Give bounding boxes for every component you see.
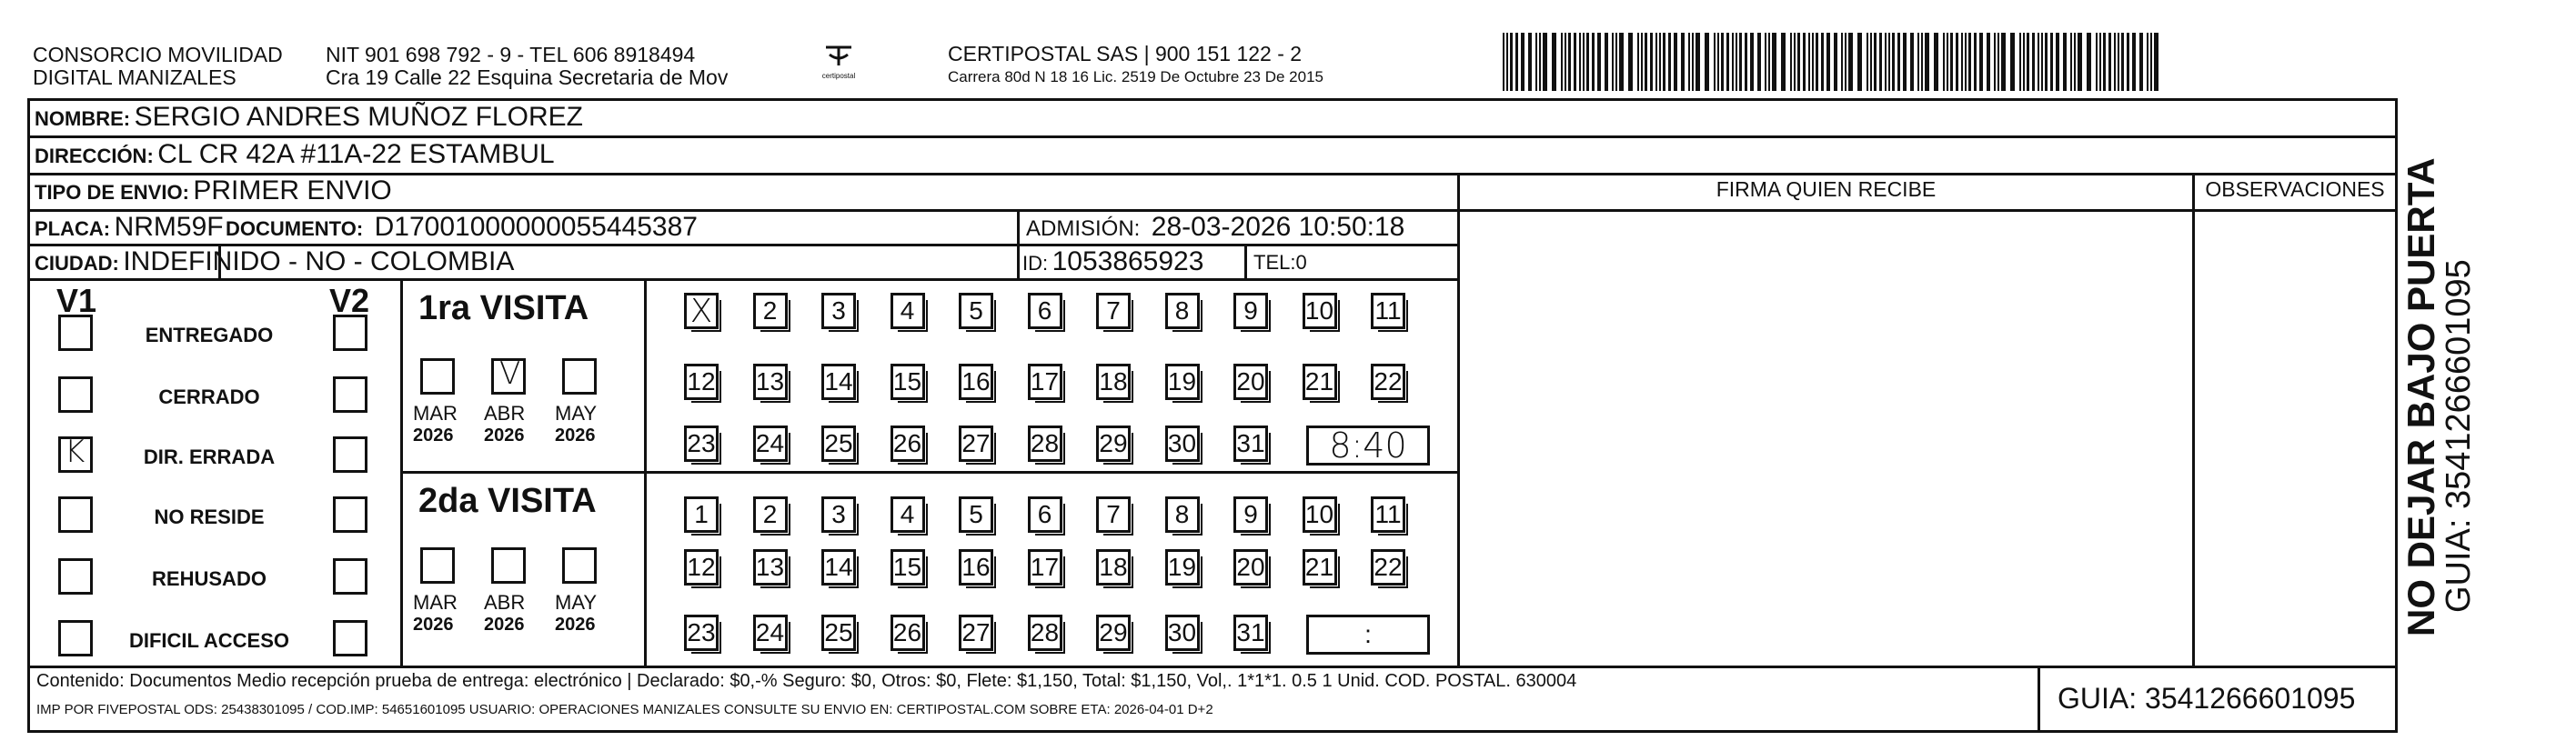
barcode-bar xyxy=(2001,33,2006,91)
day-box: 1 xyxy=(684,496,719,533)
company-line1: CONSORCIO MOVILIDAD xyxy=(33,43,283,66)
day-box: 13 xyxy=(753,364,788,400)
side-notice xyxy=(2401,157,2476,636)
barcode-bar xyxy=(1605,33,1608,91)
day-box: 30 xyxy=(1165,426,1200,462)
day-box: 10 xyxy=(1303,293,1337,329)
day-box: X xyxy=(684,293,719,329)
barcode-bar xyxy=(1917,33,1919,91)
month-label: ABR xyxy=(484,591,526,614)
barcode-bar xyxy=(1543,33,1547,91)
barcode-bar xyxy=(1721,33,1724,91)
day-box: 20 xyxy=(1233,549,1268,586)
day-box: 22 xyxy=(1371,364,1405,400)
barcode-bar xyxy=(2050,33,2053,91)
barcode-bar xyxy=(1897,33,1900,91)
day-box: 13 xyxy=(753,549,788,586)
barcode-bar xyxy=(1574,33,1576,91)
barcode-bar xyxy=(1870,33,1872,91)
day-box: 27 xyxy=(959,426,993,462)
month-checkbox xyxy=(491,355,526,395)
day-box: 2 xyxy=(753,293,788,329)
barcode-bar xyxy=(2010,33,2015,91)
day-box: 3 xyxy=(821,496,856,533)
day-box: 19 xyxy=(1165,549,1200,586)
day-box: 17 xyxy=(1028,364,1062,400)
day-box: 9 xyxy=(1233,496,1268,533)
nombre-label: NOMBRE: xyxy=(35,107,131,130)
status-v1-checkbox xyxy=(58,620,93,656)
barcode-bar xyxy=(1987,33,1990,91)
barcode-bar xyxy=(1757,33,1761,91)
barcode-bar xyxy=(2023,33,2025,91)
barcode-bar xyxy=(2041,33,2043,91)
year-label: 2026 xyxy=(555,426,596,446)
barcode-bar xyxy=(2127,33,2129,91)
v1-label: V1 xyxy=(56,282,97,319)
id-label: ID: xyxy=(1022,252,1049,275)
day-box: 19 xyxy=(1165,364,1200,400)
barcode-bar xyxy=(1816,33,1818,91)
time-value: 8:40 xyxy=(1329,426,1407,466)
certipostal-info xyxy=(948,42,1323,89)
barcode-bar xyxy=(1668,33,1671,91)
barcode-bar xyxy=(1650,33,1653,91)
day-box: 25 xyxy=(821,615,856,651)
status-label: CERRADO xyxy=(158,386,260,408)
day-box: 23 xyxy=(684,426,719,462)
day-box: 12 xyxy=(684,549,719,586)
day-box: 18 xyxy=(1096,549,1131,586)
day-box: 17 xyxy=(1028,549,1062,586)
barcode-bar xyxy=(1947,33,1948,91)
day-box: 11 xyxy=(1371,293,1405,329)
time-value: : xyxy=(1364,620,1372,648)
nit-text: NIT 901 698 792 - 9 - TEL 606 8918494 xyxy=(326,43,696,66)
barcode-bar xyxy=(1994,33,1996,91)
day-box: 14 xyxy=(821,364,856,400)
day-box: 7 xyxy=(1096,293,1131,329)
status-v1-checkbox xyxy=(58,436,93,473)
status-label: NO RESIDE xyxy=(154,506,265,528)
barcode-bar xyxy=(1739,33,1742,91)
month-label: MAY xyxy=(555,591,598,614)
admision-cell xyxy=(1026,212,1404,243)
year-label: 2026 xyxy=(555,615,596,635)
tel-cell xyxy=(1253,251,1307,275)
barcode-bar xyxy=(1950,33,1953,91)
year-label: 2026 xyxy=(413,426,454,446)
documento-label: DOCUMENTO: xyxy=(226,217,364,240)
barcode-bar xyxy=(1503,33,1504,91)
observaciones-header: OBSERVACIONES xyxy=(2205,177,2385,201)
barcode-bar xyxy=(1692,33,1694,91)
barcode-bar xyxy=(1845,33,1846,91)
barcode-bar xyxy=(1997,33,1999,91)
barcode-bar xyxy=(1597,33,1601,91)
day-box: 3 xyxy=(821,293,856,329)
barcode-bar xyxy=(1586,33,1589,91)
admision-value: 28-03-2026 10:50:18 xyxy=(1151,212,1405,242)
company-line2: DIGITAL MANIZALES xyxy=(33,65,236,89)
month-label: MAY xyxy=(555,402,598,425)
tel-label: TEL: xyxy=(1253,251,1296,274)
barcode-bar xyxy=(1637,33,1639,91)
barcode-bar xyxy=(2096,33,2098,91)
barcode-bar xyxy=(2038,33,2039,91)
barcode-bar xyxy=(1521,33,1524,91)
day-box: 21 xyxy=(1303,549,1337,586)
nombre-value: SERGIO ANDRES MUÑOZ FLOREZ xyxy=(134,102,583,132)
ciudad-label: CIUDAD: xyxy=(35,252,119,275)
barcode-bar xyxy=(1663,33,1665,91)
status-label: REHUSADO xyxy=(152,567,267,590)
barcode-bar xyxy=(2027,33,2029,91)
barcode-bar xyxy=(1826,33,1830,91)
day-box: 14 xyxy=(821,549,856,586)
tipo-row xyxy=(35,175,392,206)
month-label: MAR xyxy=(413,402,458,425)
barcode-bar xyxy=(1797,33,1800,91)
barcode-bar xyxy=(1552,33,1556,91)
barcode-bar xyxy=(1794,33,1796,91)
day-box: 31 xyxy=(1233,615,1268,651)
status-v2-checkbox xyxy=(333,315,367,351)
status-v2-checkbox xyxy=(333,436,367,473)
month-label: ABR xyxy=(484,402,526,425)
barcode-bar xyxy=(2070,33,2072,91)
tipo-value: PRIMER ENVIO xyxy=(193,175,392,205)
status-v2-checkbox xyxy=(333,496,367,533)
barcode-bar xyxy=(2118,33,2119,91)
barcode-bar xyxy=(1641,33,1643,91)
barcode-bar xyxy=(2139,33,2143,91)
barcode-bar xyxy=(2103,33,2106,91)
barcode-bar xyxy=(1781,33,1786,91)
barcode-bar xyxy=(1535,33,1537,91)
v2-label: V2 xyxy=(329,282,370,319)
admision-label: ADMISIÓN: xyxy=(1026,216,1141,241)
certipostal-line2: Carrera 80d N 18 16 Lic. 2519 De Octubre 23 De 2015 xyxy=(948,68,1323,85)
barcode-bar xyxy=(1717,33,1719,91)
barcode-bar xyxy=(1705,33,1709,91)
barcode-bar xyxy=(1790,33,1792,91)
barcode-bar xyxy=(1628,33,1633,91)
tipo-label: TIPO DE ENVIO: xyxy=(35,181,189,204)
barcode-bar xyxy=(2056,33,2059,91)
day-box: 16 xyxy=(959,364,993,400)
ciudad-cell xyxy=(35,246,514,277)
barcode-bar xyxy=(1968,33,1971,91)
barcode-bar xyxy=(1934,33,1938,91)
year-label: 2026 xyxy=(484,615,525,635)
month-checkbox xyxy=(420,358,455,395)
barcode-bar xyxy=(1726,33,1729,91)
barcode-bar xyxy=(1892,33,1895,91)
barcode-bar xyxy=(1768,33,1770,91)
status-label: DIR. ERRADA xyxy=(143,446,276,468)
day-box: 30 xyxy=(1165,615,1200,651)
day-box: 26 xyxy=(891,615,925,651)
direccion-row xyxy=(35,139,555,170)
barcode-bar xyxy=(1879,33,1882,91)
company-name xyxy=(33,44,283,89)
day-box: 26 xyxy=(891,426,925,462)
barcode-bar xyxy=(1745,33,1747,91)
barcode-bar xyxy=(2032,33,2035,91)
day-box: 20 xyxy=(1233,364,1268,400)
day-box: 21 xyxy=(1303,364,1337,400)
barcode-bar xyxy=(1612,33,1614,91)
day-box: 8 xyxy=(1165,496,1200,533)
barcode-bar xyxy=(1808,33,1810,91)
barcode-bar xyxy=(1910,33,1914,91)
footer-line2: IMP POR FIVEPOSTAL ODS: 25438301095 / COD.IMP: 54651601095 USUARIO: OPERACIONES MANIZALES CONSULTE SU ENVIO EN: CERTIPOSTAL.COM SOBRE ETA: 2026-04-01 D+2 xyxy=(36,702,1213,717)
month-label: MAR xyxy=(413,591,458,614)
day-box: 8 xyxy=(1165,293,1200,329)
barcode-bar xyxy=(1874,33,1877,91)
address-text: Cra 19 Calle 22 Esquina Secretaria de Mov xyxy=(326,65,729,89)
day-box: 29 xyxy=(1096,426,1131,462)
barcode-bar xyxy=(1681,33,1685,91)
barcode-bar xyxy=(1736,33,1737,91)
barcode-bar xyxy=(1714,33,1716,91)
barcode-bar xyxy=(1821,33,1824,91)
day-box: 25 xyxy=(821,426,856,462)
barcode-bar xyxy=(1732,33,1734,91)
barcode-bar xyxy=(1539,33,1541,91)
barcode-bar xyxy=(1961,33,1963,91)
certipostal-logo xyxy=(819,42,859,84)
barcode xyxy=(1499,33,2170,91)
day-box: 22 xyxy=(1371,549,1405,586)
barcode-bar xyxy=(2063,33,2067,91)
barcode-bar xyxy=(2150,33,2152,91)
barcode-bar xyxy=(1979,33,1983,91)
barcode-bar xyxy=(1583,33,1585,91)
barcode-bar xyxy=(1592,33,1595,91)
barcode-bar xyxy=(1888,33,1890,91)
barcode-bar xyxy=(2147,33,2148,91)
logo-icon xyxy=(819,42,859,69)
day-box: 28 xyxy=(1028,426,1062,462)
year-label: 2026 xyxy=(484,426,525,446)
day-box: 24 xyxy=(753,615,788,651)
day-box: 9 xyxy=(1233,293,1268,329)
barcode-bar xyxy=(2099,33,2101,91)
direccion-label: DIRECCIÓN: xyxy=(35,145,154,167)
day-box: 4 xyxy=(891,496,925,533)
status-v1-checkbox xyxy=(58,376,93,413)
status-v1-checkbox xyxy=(58,496,93,533)
month-mark: V xyxy=(499,355,521,392)
day-box: 23 xyxy=(684,615,719,651)
day-box: 15 xyxy=(891,364,925,400)
documento-cell xyxy=(226,212,698,243)
day-box: 27 xyxy=(959,615,993,651)
side-line2: GUIA: 3541266601095 xyxy=(2440,259,2478,613)
barcode-bar xyxy=(2074,33,2076,91)
placa-cell xyxy=(35,212,224,243)
barcode-bar xyxy=(1645,33,1647,91)
day-box: 6 xyxy=(1028,293,1062,329)
barcode-bar xyxy=(2121,33,2124,91)
month-checkbox xyxy=(562,358,597,395)
barcode-bar xyxy=(1885,33,1887,91)
day-box: 5 xyxy=(959,496,993,533)
barcode-bar xyxy=(2045,33,2048,91)
footer-guia: GUIA: 3541266601095 xyxy=(2058,682,2356,715)
month-checkbox xyxy=(562,547,597,584)
barcode-bar xyxy=(1674,33,1677,91)
barcode-bar xyxy=(1619,33,1624,91)
barcode-bar xyxy=(1688,33,1690,91)
status-v1-checkbox xyxy=(58,315,93,351)
status-label: DIFICIL ACCESO xyxy=(128,629,289,652)
day-box: 15 xyxy=(891,549,925,586)
nombre-row xyxy=(35,102,583,133)
barcode-bar xyxy=(1974,33,1977,91)
barcode-bar xyxy=(1925,33,1929,91)
barcode-bar xyxy=(1848,33,1853,91)
status-v1-checkbox xyxy=(58,558,93,595)
barcode-bar xyxy=(1506,33,1508,91)
barcode-bar xyxy=(1528,33,1532,91)
day-box: 6 xyxy=(1028,496,1062,533)
barcode-bar xyxy=(1841,33,1843,91)
barcode-bar xyxy=(1565,33,1566,91)
barcode-bar xyxy=(1834,33,1837,91)
day-box: 5 xyxy=(959,293,993,329)
barcode-bar xyxy=(1965,33,1967,91)
day-box: 11 xyxy=(1371,496,1405,533)
barcode-bar xyxy=(1956,33,1958,91)
barcode-bar xyxy=(1921,33,1923,91)
barcode-bar xyxy=(2019,33,2021,91)
barcode-bar xyxy=(1857,33,1862,91)
barcode-bar xyxy=(2132,33,2136,91)
documento-value: D17001000000055445387 xyxy=(374,212,698,242)
id-value: 1053865923 xyxy=(1052,246,1204,276)
ciudad-value: INDEFINIDO - NO - COLOMBIA xyxy=(123,246,515,276)
day-box: 10 xyxy=(1303,496,1337,533)
month-checkbox xyxy=(420,547,455,584)
status-v2-checkbox xyxy=(333,620,367,656)
barcode-bar xyxy=(1659,33,1661,91)
visit2-title: 2da VISITA xyxy=(418,482,597,520)
direccion-value: CL CR 42A #11A-22 ESTAMBUL xyxy=(157,139,555,169)
status-v2-checkbox xyxy=(333,376,367,413)
barcode-bar xyxy=(2087,33,2091,91)
footer-line1: Contenido: Documentos Medio recepción prueba de entrega: electrónico | Declarado: $0,-% Seguro: $0, Otros: $0, Flete: $1,150, Total: $1,150, Vol,. 1*1*1. 0.5 1 Unid. COD. POSTAL. 630004 xyxy=(36,671,1577,691)
certipostal-line1: CERTIPOSTAL SAS | 900 151 122 - 2 xyxy=(948,42,1303,65)
barcode-bar xyxy=(1579,33,1581,91)
barcode-bar xyxy=(1812,33,1814,91)
id-cell xyxy=(1022,246,1203,277)
status-label: ENTREGADO xyxy=(145,324,274,346)
year-label: 2026 xyxy=(413,615,454,635)
status-v2-checkbox xyxy=(333,558,367,595)
barcode-bar xyxy=(1765,33,1766,91)
barcode-bar xyxy=(2114,33,2116,91)
day-box: 16 xyxy=(959,549,993,586)
time-box xyxy=(1306,615,1430,655)
day-box: 7 xyxy=(1096,496,1131,533)
day-box: 24 xyxy=(753,426,788,462)
visit1-title: 1ra VISITA xyxy=(418,289,589,327)
company-info xyxy=(326,44,728,89)
barcode-bar xyxy=(2154,33,2158,91)
barcode-bar xyxy=(1510,33,1513,91)
day-box: 2 xyxy=(753,496,788,533)
barcode-bar xyxy=(2078,33,2082,91)
barcode-bar xyxy=(2108,33,2111,91)
logo-text: certipostal xyxy=(821,72,856,80)
side-line1: NO DEJAR BAJO PUERTA xyxy=(2400,157,2442,636)
barcode-bar xyxy=(1750,33,1754,91)
barcode-bar xyxy=(1772,33,1776,91)
firma-header: FIRMA QUIEN RECIBE xyxy=(1716,177,1937,201)
day-box: 12 xyxy=(684,364,719,400)
barcode-bar xyxy=(1515,33,1518,91)
barcode-bar xyxy=(1696,33,1700,91)
barcode-bar xyxy=(1803,33,1806,91)
tel-value: 0 xyxy=(1295,251,1307,274)
barcode-bar xyxy=(1561,33,1563,91)
barcode-bar xyxy=(1943,33,1945,91)
day-box: 18 xyxy=(1096,364,1131,400)
barcode-bar xyxy=(1655,33,1657,91)
placa-value: NRM59F xyxy=(114,212,224,242)
barcode-bar xyxy=(1568,33,1571,91)
day-box: 4 xyxy=(891,293,925,329)
barcode-bar xyxy=(1903,33,1907,91)
day-box: 29 xyxy=(1096,615,1131,651)
placa-label: PLACA: xyxy=(35,217,111,240)
day-box: 28 xyxy=(1028,615,1062,651)
time-box xyxy=(1306,426,1430,466)
day-box: 31 xyxy=(1233,426,1268,462)
barcode-bar xyxy=(1615,33,1617,91)
status-v1-check-mark: K xyxy=(65,434,86,470)
month-checkbox xyxy=(491,547,526,584)
barcode-bar xyxy=(1867,33,1868,91)
